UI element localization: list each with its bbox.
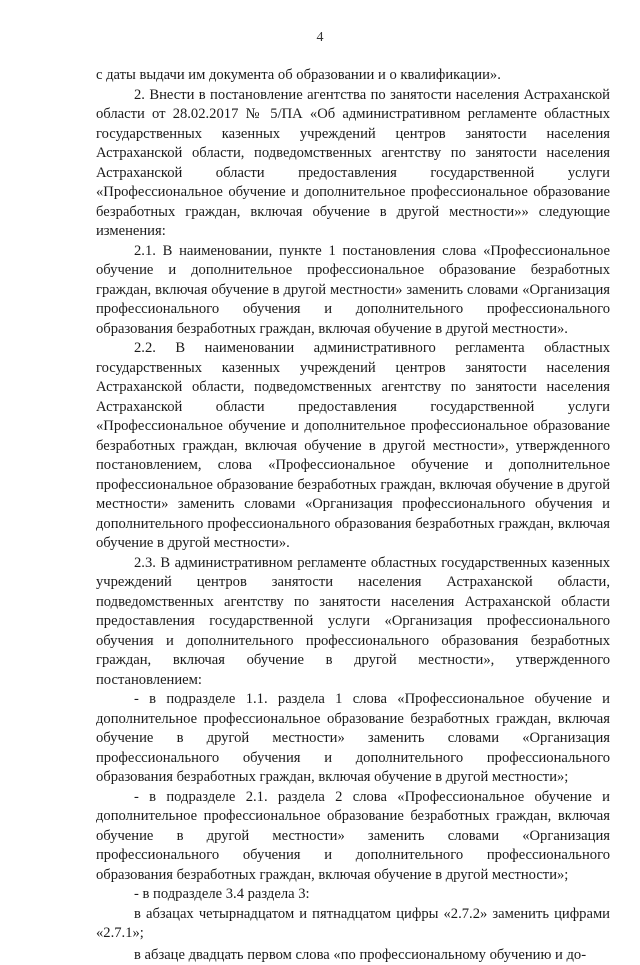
list-item-subsection-1-1: - в подразделе 1.1. раздела 1 слова «Профессиональное обучение и дополнительное профессиональное образование безработных граждан, включая обучение в другой местности» заменить словами «Организация профессионального обучения и дополнительного профессионального образования безработных граждан, включая обучение в другой местности»; — [96, 690, 610, 788]
paragraph-abzats-14-15: в абзацах четырнадцатом и пятнадцатом цифры «2.7.2» заменить цифрами «2.7.1»; — [96, 905, 610, 944]
paragraph-continuation: с даты выдачи им документа об образовании и о квалификации». — [96, 66, 610, 86]
paragraph-item-2: 2. Внести в постановление агентства по занятости населения Астраханской области от 28.02.2017 № 5/ПА «Об административном регламенте областных государственных казенных учреждений центров занятости населения Астраханской области, подведомственных агентству по занятости населения Астраханской области предоставления государственной услуги «Профессиональное обучение и дополнительное профессиональное образование безработных граждан, включая обучение в другой местности»» следующие изменения: — [96, 86, 610, 242]
paragraph-item-2-3: 2.3. В административном регламенте областных государственных казенных учреждений центров занятости населения Астраханской области, подведомственных агентству по занятости населения Астраханской области предоставления государственной услуги «Организация профессионального обучения и дополнительного профессионального образования безработных граждан, включая обучение в другой местности», утвержденного постановлением: — [96, 554, 610, 691]
list-item-subsection-2-1: - в подразделе 2.1. раздела 2 слова «Профессиональное обучение и дополнительное профессиональное образование безработных граждан, включая обучение в другой местности» заменить словами «Организация профессионального обучения и дополнительного профессионального образования безработных граждан, включая обучение в другой местности»; — [96, 788, 610, 886]
list-item-subsection-3-4: - в подразделе 3.4 раздела 3: — [96, 885, 610, 905]
paragraph-item-2-1: 2.1. В наименовании, пункте 1 постановления слова «Профессиональное обучение и дополнительное профессиональное образование безработных граждан, включая обучение в другой местности» заменить словами «Организация профессионального обучения и дополнительного профессионального образования безработных граждан, включая обучение в другой местности». — [96, 242, 610, 340]
paragraph-abzats-21: в абзаце двадцать первом слова «по профессиональному обучению и до- — [96, 946, 610, 965]
page-number: 4 — [0, 30, 640, 46]
paragraph-item-2-2: 2.2. В наименовании административного регламента областных государственных казенных учреждений центров занятости населения Астраханской области, подведомственных агентству по занятости населения Астраханской области предоставления государственной услуги «Профессиональное обучение и дополнительное профессиональное образование безработных граждан, включая обучение в другой местности», утвержденного постановлением, слова «Профессиональное обучение и дополнительное профессиональное образование безработных граждан, включая обучение в другой местности» заменить словами «Организация профессионального обучения и дополнительного профессионального образования безработных граждан, включая обучение в другой местности». — [96, 339, 610, 554]
document-body — [96, 66, 610, 965]
